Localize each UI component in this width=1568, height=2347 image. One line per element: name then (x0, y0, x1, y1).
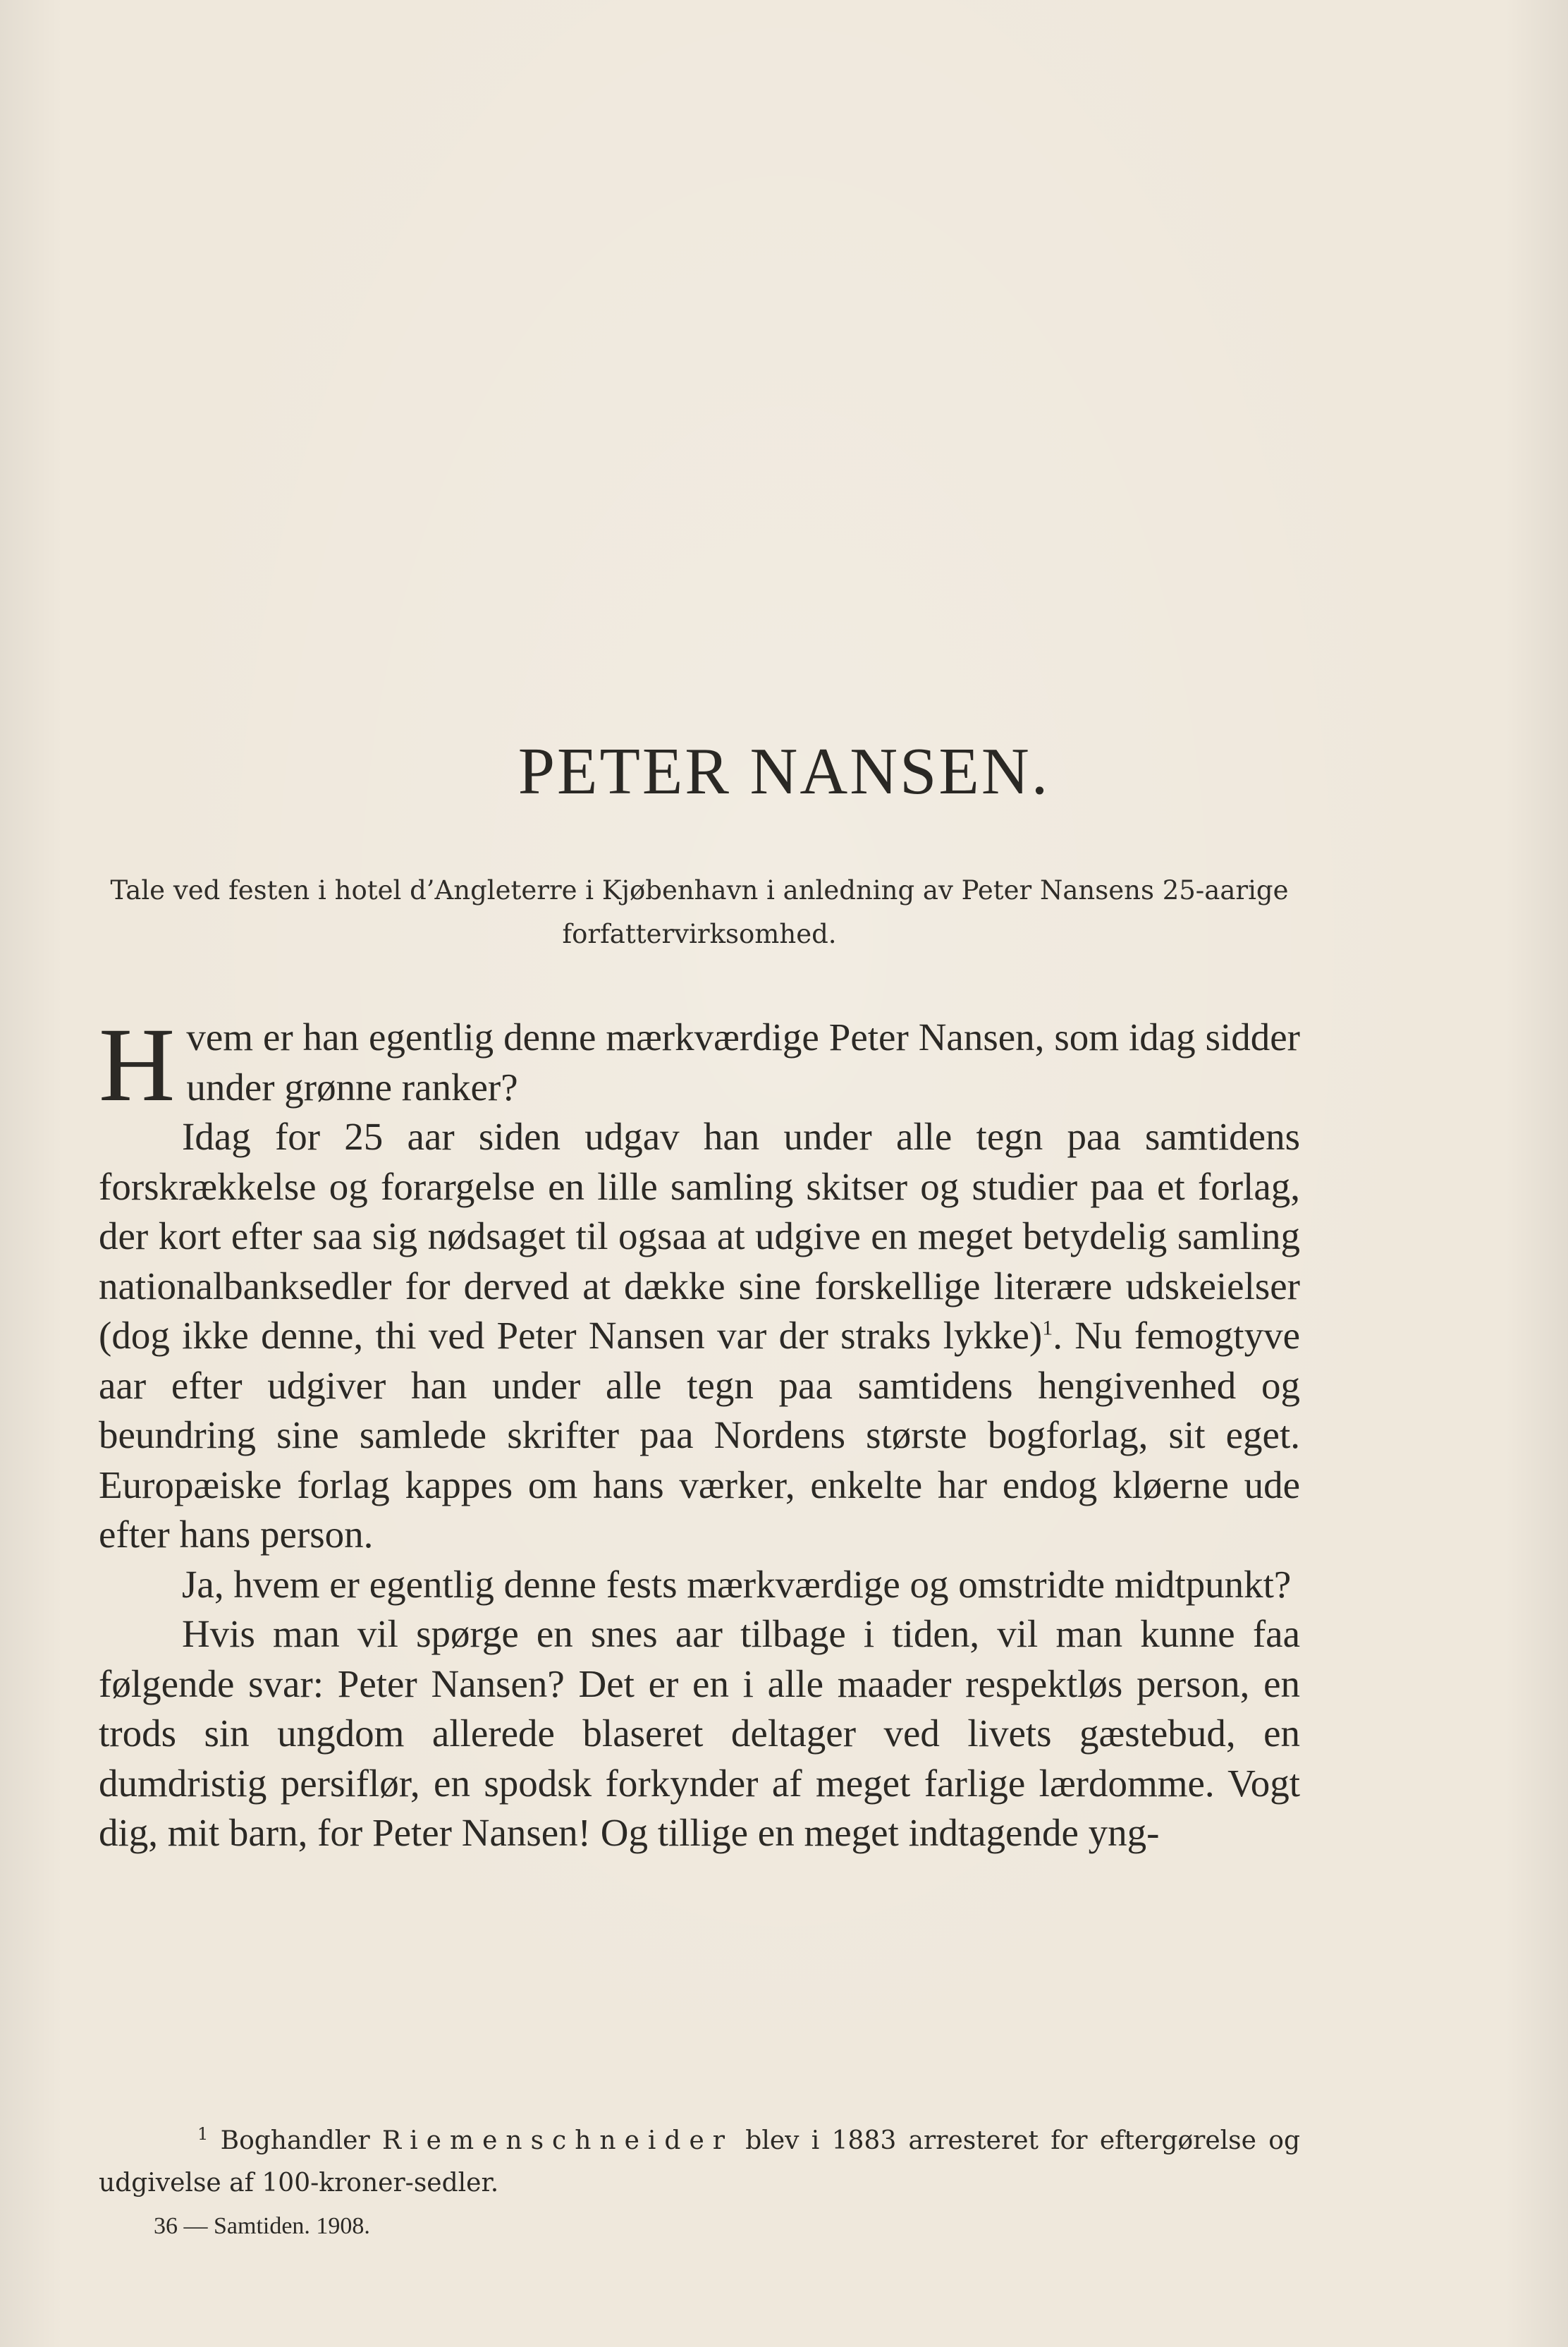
paragraph-1-text: vem er han egentlig denne mærkværdige Peter Nansen, som idag sidder under grønne ranker? (186, 1016, 1300, 1109)
footnote-text-b: blev i 1883 arresteret for eftergørelse og udgivelse af 100-kroner-sedler. (99, 2126, 1300, 2197)
paragraph-1 (99, 1006, 1300, 1123)
paragraph-4: Hvis man vil spørge en snes aar tilbage i tiden, vil man kunne faa følgende svar: Peter Nansen? Det er en i alle maader respektløs person, en trods sin ungdom allerede blaseret deltager ved livets gæstebud, en dumdristig persiflør, en spodsk forkynder af meget farlige lærdomme. Vogt dig, mit barn, for Peter Nansen! Og tillige en meget indtagende yng- (99, 1612, 1300, 1854)
drop-cap: H (99, 1006, 176, 1123)
paragraph-2 (99, 1112, 1300, 1560)
page-title: PETER NANSEN. (517, 735, 1051, 808)
paragraph-2-text-b: . Nu femogtyve aar efter udgiver han under alle tegn paa samtidens hengivenhed og beundring sine samlede skrifter paa Nordens største bogforlag, sit eget. Europæiske forlag kappes om hans værker, enkelte har endog kløerne ude efter hans person. (99, 1314, 1300, 1556)
footnote-name: Riemenschneider (382, 2126, 733, 2155)
subtitle: Tale ved festen i hotel d’Angleterre i Kjøbenhavn i anledning av Peter Nansens 25-aarige forfattervirksomhed. (110, 875, 1289, 949)
footnote (99, 2120, 1300, 2205)
footnote-text-a: Boghandler (220, 2126, 383, 2155)
footnote-mark: 1 (197, 2124, 209, 2144)
paragraph-2-text-a: Idag for 25 aar siden udgav han under alle tegn paa samtidens forskrækkelse og forargelse en lille samling skitser og studier paa et forlag, der kort efter saa sig nødsaget til ogsaa at udgive en meget betydelig samling nationalbanksedler for derved at dække sine forskellige literære udskeielser (dog ikke denne, thi ved Peter Nansen var der straks lykke) (99, 1115, 1300, 1357)
footnote-reference: 1 (1042, 1316, 1053, 1340)
signature-line: 36 — Samtiden. 1908. (154, 2213, 370, 2239)
paragraph-3: Ja, hvem er egentlig denne fests mærkværdige og omstridte midtpunkt? (182, 1562, 1292, 1606)
body-text (99, 1006, 1300, 1858)
